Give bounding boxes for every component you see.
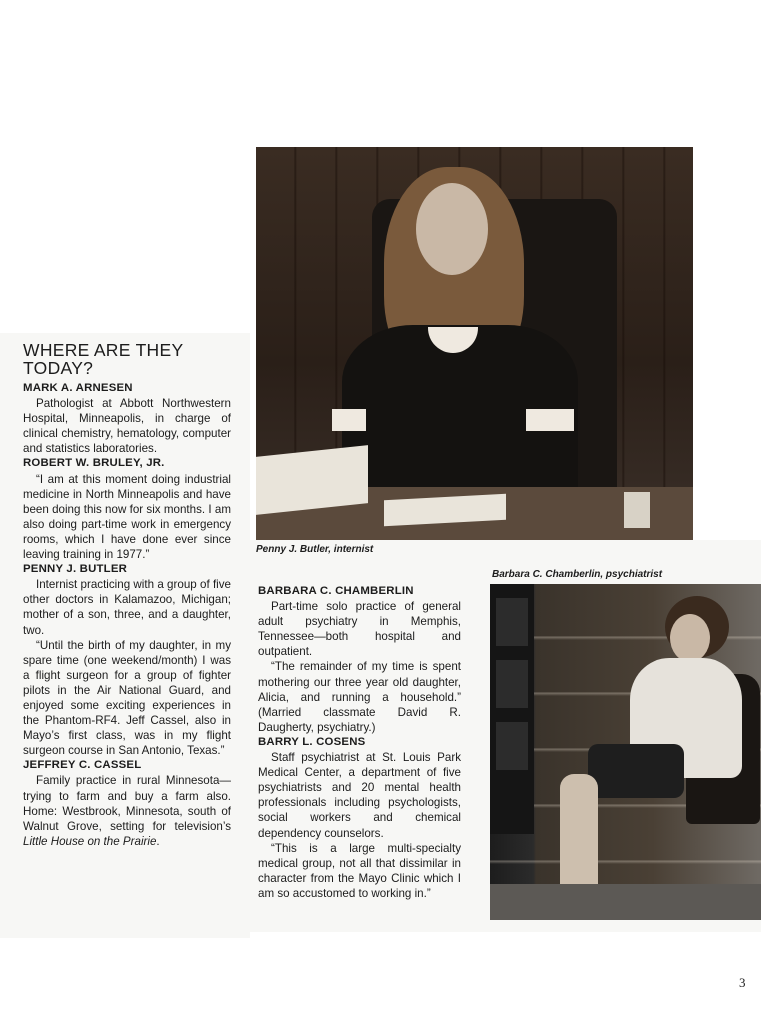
sleeve-cuff-left — [332, 409, 366, 431]
sleeve-cuff-right — [526, 409, 574, 431]
caption-penny-butler: Penny J. Butler, internist — [256, 544, 374, 555]
entry-paragraph: Staff psychiatrist at St. Louis Park Medical Center, a department of five psychiatrists and 20 mental health professionals including psychologists, social workers and chemical dependency counselors. — [258, 751, 461, 840]
entry-paragraph: “Until the birth of my daughter, in my spare time (one weekend/month) I was a flight surgeon for a group of fighter pilots in the Air National Guard, and enjoyed some exciting experiences in the Phantom-RF4. Jeff Cassel, also in Mayo’s first class, was in my flight surgeon course in San Antonio, Texas.” — [23, 638, 231, 758]
entry-name: PENNY J. BUTLER — [23, 563, 128, 576]
entry-name: BARBARA C. CHAMBERLIN — [258, 585, 414, 597]
entry-paragraph: “The remainder of my time is spent mothering our three year old daughter, Alicia, and running a household.” (Married classmate David R. Daugherty, psychiatry.) — [258, 660, 461, 734]
face — [416, 183, 488, 275]
page-number: 3 — [739, 975, 746, 990]
middle-column — [258, 584, 461, 901]
drawer — [496, 660, 528, 708]
entry-paragraph: “This is a large multi-specialty medical group, not all that dissimilar in character from the Mayo Clinic which I am so accustomed to working in.” — [258, 841, 461, 900]
show-title: Little House on the Prairie — [23, 834, 157, 848]
skirt — [588, 744, 684, 798]
entry-name: BARRY L. COSENS — [258, 735, 366, 748]
floor — [490, 884, 761, 920]
entry-paragraph: Pathologist at Abbott Northwestern Hospital, Minneapolis, in charge of clinical chemistry, hematology, computer and statistics laboratories. — [23, 397, 231, 456]
left-column — [23, 341, 231, 849]
entry-paragraph: Part-time solo practice of general adult psychiatry in Memphis, Tennessee—both hospital and outpatient. — [258, 600, 461, 659]
heading-line-1: WHERE ARE THEY — [23, 340, 184, 360]
outlet — [624, 492, 650, 528]
face — [670, 614, 710, 662]
section-heading — [23, 341, 231, 377]
drawer — [496, 722, 528, 770]
open-book — [256, 445, 368, 515]
drawer — [496, 598, 528, 646]
caption-barbara-chamberlin: Barbara C. Chamberlin, psychiatrist — [492, 569, 663, 580]
heading-line-2: TODAY? — [23, 358, 94, 378]
entry-paragraph: “I am at this moment doing industrial medicine in North Minneapolis and have been doing this now for six months. I am also doing part-time work in emergency rooms, which I have done ever since leaving training in 1977.” — [23, 472, 231, 562]
entry-name: ROBERT W. BRULEY, JR. — [23, 457, 165, 470]
entry-name: JEFFREY C. CASSEL — [23, 759, 142, 772]
photo-barbara-chamberlin — [490, 584, 761, 920]
photo-penny-butler — [256, 147, 693, 540]
entry-text: Family practice in rural Minnesota—trying to farm and buy a farm also. Home: Westbrook, Minnesota, south of Walnut Grove, setting for television’s — [23, 774, 231, 833]
entry-text-end: . — [156, 834, 160, 848]
entry-name: MARK A. ARNESEN — [23, 382, 133, 394]
entry-paragraph: Internist practicing with a group of five other doctors in Kalamazoo, Michigan; mother of a son, three, and a daughter, two. — [23, 578, 231, 637]
entry-paragraph — [23, 773, 231, 848]
